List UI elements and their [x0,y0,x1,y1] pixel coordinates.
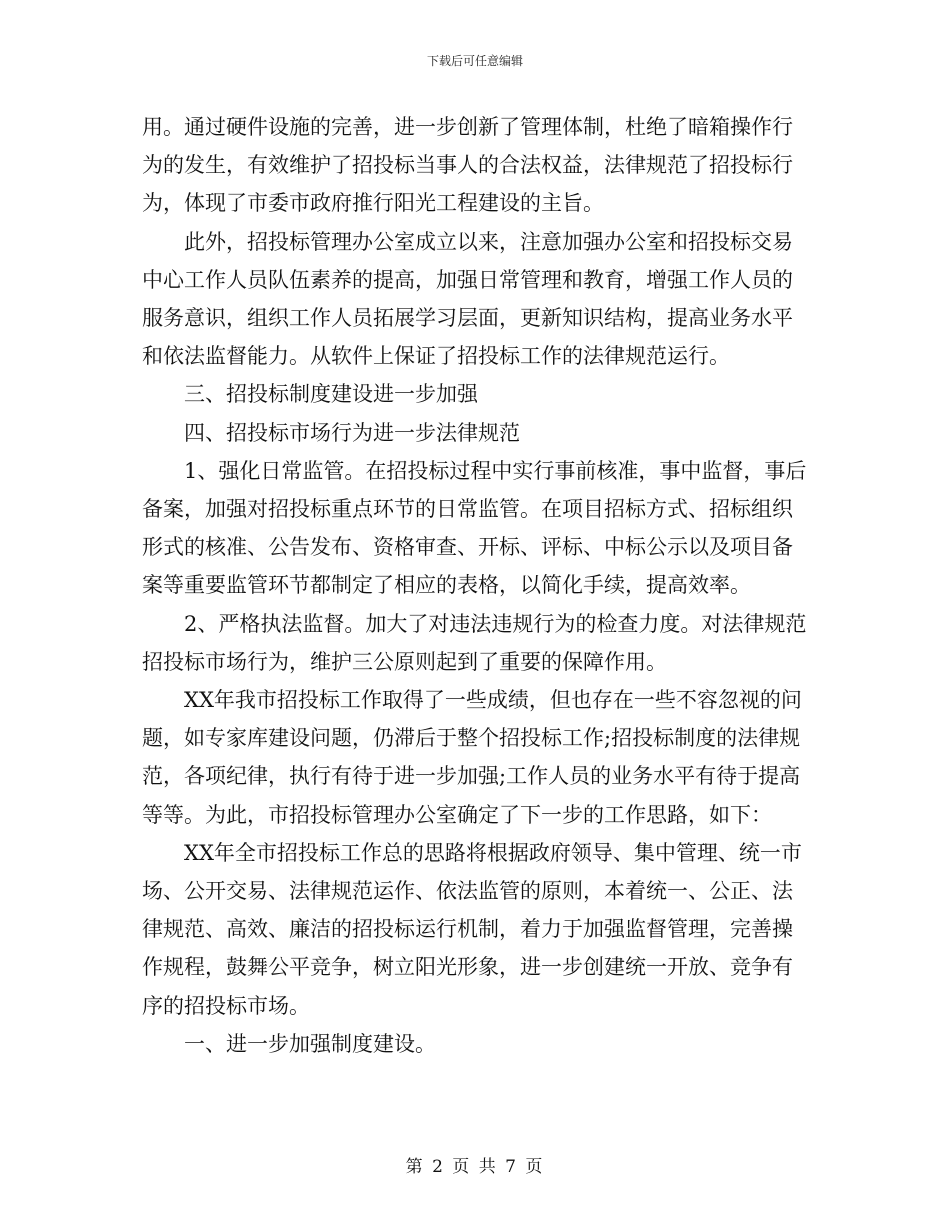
body-paragraph: XX年我市招投标工作取得了一些成绩，但也存在一些不容忽视的问题，如专家库建设问题，仍滞后于整个招投标工作;招投标制度的法律规范，各项纪律，执行有待于进一步加强;工作人员的业务水平有待于提高等等。为此，市招投标管理办公室确定了下一步的工作思路，如下： [142,688,802,827]
body-paragraph: XX年全市招投标工作总的思路将根据政府领导、集中管理、统一市场、公开交易、法律规范运作、依法监管的原则，本着统一、公正、法律规范、高效、廉洁的招投标运行机制，着力于加强监督管理，完善操作规程，鼓舞公平竞争，树立阳光形象，进一步创建统一开放、竞争有序的招投标市场。 [142,840,802,1018]
page-header-note: 下载后可任意编辑 [426,54,523,68]
body-paragraph: 此外，招投标管理办公室成立以来，注意加强办公室和招投标交易中心工作人员队伍素养的提高，加强日常管理和教育，增强工作人员的服务意识，组织工作人员拓展学习层面，更新知识结构，提高业务水平和依法监督能力。从软件上保证了招投标工作的法律规范运行。 [142,229,793,369]
body-paragraph: 一、进一步加强制度建设。 [184,1031,436,1056]
body-paragraph: 1、强化日常监管。在招投标过程中实行事前核准，事中监督，事后备案，加强对招投标重点环节的日常监管。在项目招标方式、招标组织形式的核准、公告发布、资格审查、开标、评标、中标公示以及项目备案等重要监管环节都制定了相应的表格，以简化手续，提高效率。 [142,458,807,598]
body-paragraph: 四、招投标市场行为进一步法律规范 [184,420,520,445]
document-body [142,108,810,1063]
body-paragraph: 2、严格执法监督。加大了对违法违规行为的检查力度。对法律规范招投标市场行为，维护三公原则起到了重要的保障作用。 [142,611,807,674]
body-paragraph: 三、招投标制度建设进一步加强 [184,382,478,407]
body-paragraph: 用。通过硬件设施的完善，进一步创新了管理体制，杜绝了暗箱操作行为的发生，有效维护了招投标当事人的合法权益，法律规范了招投标行为，体现了市委市政府推行阳光工程建设的主旨。 [142,115,793,216]
page-number-footer: 第 2 页 共 7 页 [405,1157,545,1177]
